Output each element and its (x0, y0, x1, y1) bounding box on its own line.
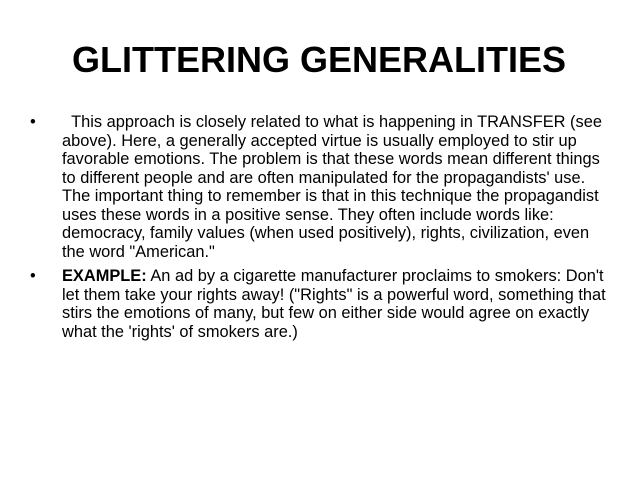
bullet-marker: • (30, 267, 36, 285)
bullet-text: An ad by a cigarette manufacturer proclaims to smokers: Don't let them take your rights away! ("Rights" is a powerful word, something that stirs the emotions of many, but few on either side would agree on exactly what the 'rights' of smokers are.) (62, 267, 606, 341)
bullet-text: This approach is closely related to what is happening in TRANSFER (see above). Here, a generally accepted virtue is usually employed to stir up favorable emotions. The problem is that these words mean different things to different people and are often manipulated for the propagandists' use. The important thing to remember is that in this technique the propagandist uses these words in a positive sense. They often include words like: democracy, family values (when used positively), rights, civilization, even the word "American." (62, 113, 607, 261)
bullet-marker: • (30, 113, 36, 131)
bullet-item-definition (30, 113, 610, 261)
slide-title: GLITTERING GENERALITIES (71, 39, 566, 80)
bullet-item-example (30, 267, 610, 341)
bullet-list (30, 113, 610, 347)
example-label: EXAMPLE: (62, 267, 147, 285)
